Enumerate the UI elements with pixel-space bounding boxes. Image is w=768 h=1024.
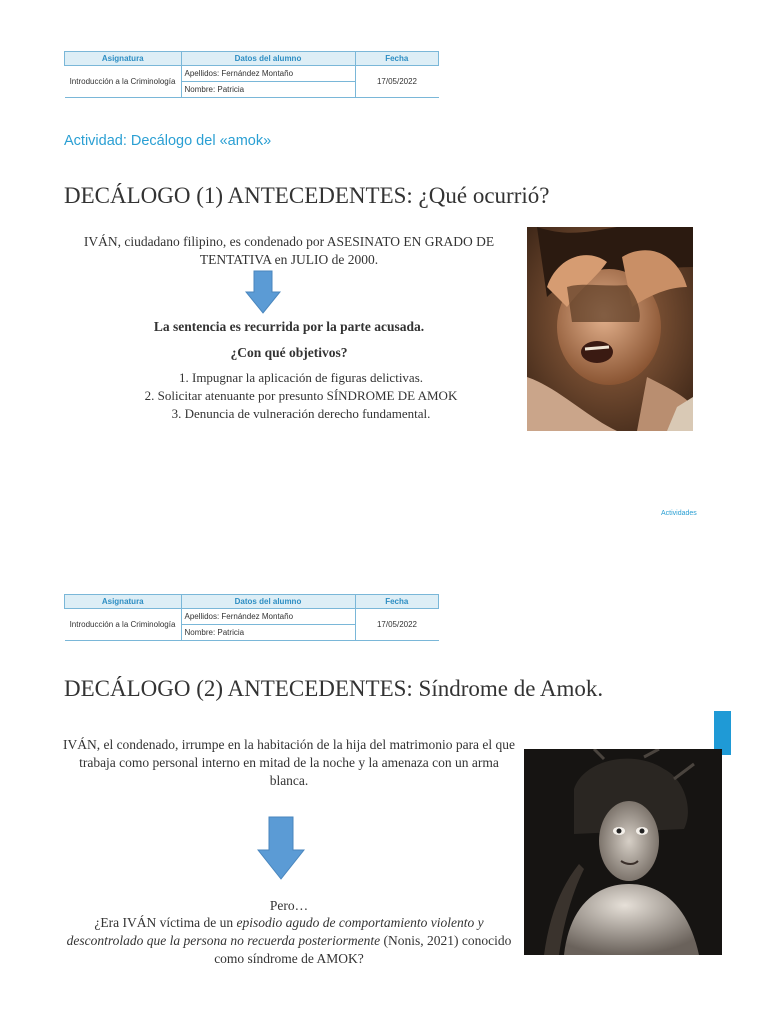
- header-table: [64, 594, 439, 641]
- surname-cell: Apellidos: Fernández Montaño: [181, 66, 355, 82]
- date-cell: 17/05/2022: [355, 66, 439, 98]
- header-col-subject: Asignatura: [65, 52, 182, 66]
- slide2-title: DECÁLOGO (2) ANTECEDENTES: Síndrome de Amok.: [64, 676, 604, 701]
- objectives-list: [62, 369, 540, 423]
- slide1-intro: IVÁN, ciudadano filipino, es condenado por ASESINATO EN GRADO DE TENTATIVA en JULIO de 2000.: [83, 234, 495, 267]
- portrait-painting-image: [524, 749, 722, 955]
- slide1-title: DECÁLOGO (1) ANTECEDENTES: ¿Qué ocurrió?: [64, 183, 550, 208]
- activities-link[interactable]: Actividades: [661, 510, 697, 517]
- header-col-student: Datos del alumno: [181, 52, 355, 66]
- date-cell: 17/05/2022: [355, 609, 439, 641]
- subject-cell: Introducción a la Criminología: [65, 609, 182, 641]
- header-col-date: Fecha: [355, 52, 439, 66]
- objective-item: 3. Denuncia de vulneración derecho fundamental.: [171, 406, 431, 421]
- name-cell: Nombre: Patricia: [181, 82, 355, 98]
- question-end: (Nonis, 2021) conocido como síndrome de AMOK?: [214, 933, 512, 966]
- slide2-intro: IVÁN, el condenado, irrumpe en la habitación de la hija del matrimonio para el que trabaja como personal interno en mitad de la noche y la amenaza con un arma blanca.: [62, 737, 516, 788]
- slide1-question: ¿Con qué objetivos?: [230, 345, 348, 360]
- header-col-student: Datos del alumno: [181, 595, 355, 609]
- surname-cell: Apellidos: Fernández Montaño: [181, 609, 355, 625]
- slide2-question: [56, 914, 522, 968]
- header-col-date: Fecha: [355, 595, 439, 609]
- subject-cell: Introducción a la Criminología: [65, 66, 182, 98]
- header-col-subject: Asignatura: [65, 595, 182, 609]
- slide1-appeal: La sentencia es recurrida por la parte acusada.: [153, 319, 425, 334]
- objective-item: 1. Impugnar la aplicación de figuras delictivas.: [178, 370, 424, 385]
- header-table: [64, 51, 439, 98]
- slide2-but: Pero…: [269, 898, 309, 913]
- anguish-painting-image: [527, 227, 693, 431]
- objective-item: 2. Solicitar atenuante por presunto SÍNDROME DE AMOK: [144, 388, 458, 403]
- question-italic: episodio agudo de comportamiento violento y descontrolado que la persona no recuerda posteriormente: [66, 915, 484, 948]
- question-start: ¿Era IVÁN víctima de un: [94, 915, 237, 930]
- activity-title: Actividad: Decálogo del «amok»: [64, 133, 272, 149]
- name-cell: Nombre: Patricia: [181, 625, 355, 641]
- down-arrow-icon: [245, 270, 281, 314]
- down-arrow-icon: [257, 816, 305, 880]
